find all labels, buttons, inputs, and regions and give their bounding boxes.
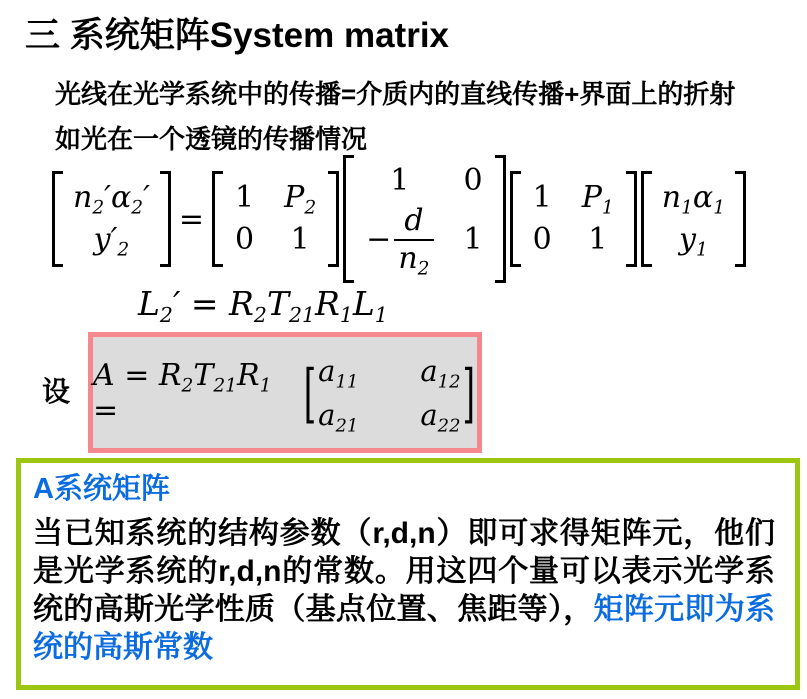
minus-sign: − (366, 222, 392, 257)
matrix-cell-fraction (366, 203, 433, 280)
matrix-cell: 1 (290, 222, 310, 257)
equals-sign: = (178, 201, 205, 237)
formula-prefix: $A = R_2T_{21}R_1$ = (93, 357, 272, 428)
right-bracket (160, 171, 171, 267)
note-box (16, 458, 800, 690)
left-bracket (52, 171, 63, 267)
matrix-cell: 1 (390, 163, 410, 198)
intro-line-propagation: 光线在光学系统中的传播=介质内的直线传播+界面上的折射 (55, 79, 736, 109)
left-bracket (343, 155, 354, 283)
right-bracket (328, 171, 339, 267)
left-bracket (641, 171, 652, 267)
matrix-cell: 1 (463, 222, 483, 257)
system-matrix-formula (93, 351, 477, 435)
right-bracket (626, 171, 637, 267)
matrix-cell: $a_{22}$ (420, 397, 461, 436)
matrix-cell: $a_{11}$ (318, 353, 359, 392)
lhs-vector-row1: $n_2'\alpha_2'$ (73, 180, 150, 219)
matrix-cell: 0 (235, 222, 255, 257)
right-bracket (735, 171, 746, 267)
lhs-vector (52, 171, 171, 267)
matrix-cell: $a_{12}$ (420, 353, 461, 392)
refraction-matrix-r2 (212, 171, 339, 267)
open-bracket: [ (303, 354, 317, 431)
rhs-vector-row1: $n_1\alpha_1$ (661, 180, 726, 219)
matrix-cell: $P_2$ (284, 180, 317, 219)
fraction-d-over-n2 (394, 203, 433, 280)
note-paragraph (33, 515, 775, 667)
intro-line-lens-example: 如光在一个透镜的传播情况 (55, 124, 368, 154)
lhs-vector-row2: $y'_2$ (93, 222, 130, 261)
translation-matrix-t21 (343, 155, 505, 283)
product-equation: $L_2' = R_2T_{21}R_1L_1$ (138, 284, 388, 328)
rhs-vector (641, 171, 746, 267)
note-text-blue: 矩阵元即为系统的高斯常数 (33, 593, 776, 664)
matrix-cell: $a_{21}$ (318, 397, 359, 436)
matrix-cell: 0 (463, 163, 483, 198)
matrix-cell: 0 (532, 222, 552, 257)
note-heading: A系统矩阵 (33, 473, 170, 505)
page-title: 三 系统矩阵System matrix (25, 16, 450, 55)
system-matrix-definition-box (88, 332, 482, 453)
let-label: 设 (42, 376, 71, 407)
note-text-black: 当已知系统的结构参数（r,d,n）即可求得矩阵元，他们是光学系统的r,d,n的常数。用这四个量可以表示光学系统的高斯光学性质（基点位置、焦距等）， (33, 517, 775, 626)
fraction-numerator: d (394, 203, 433, 241)
fraction-denominator: $n_2$ (398, 241, 430, 280)
refraction-matrix-r1 (510, 171, 637, 267)
matrix-cell: 1 (235, 180, 255, 215)
rhs-vector-row2: $y_1$ (678, 222, 708, 261)
right-bracket (495, 155, 506, 283)
left-bracket (510, 171, 521, 267)
matrix-cell: 1 (588, 222, 608, 257)
matrix-equation (52, 150, 746, 288)
matrix-cell: 1 (532, 180, 552, 215)
matrix-cell: $P_1$ (581, 180, 614, 219)
left-bracket (212, 171, 223, 267)
close-bracket: ] (462, 354, 475, 431)
